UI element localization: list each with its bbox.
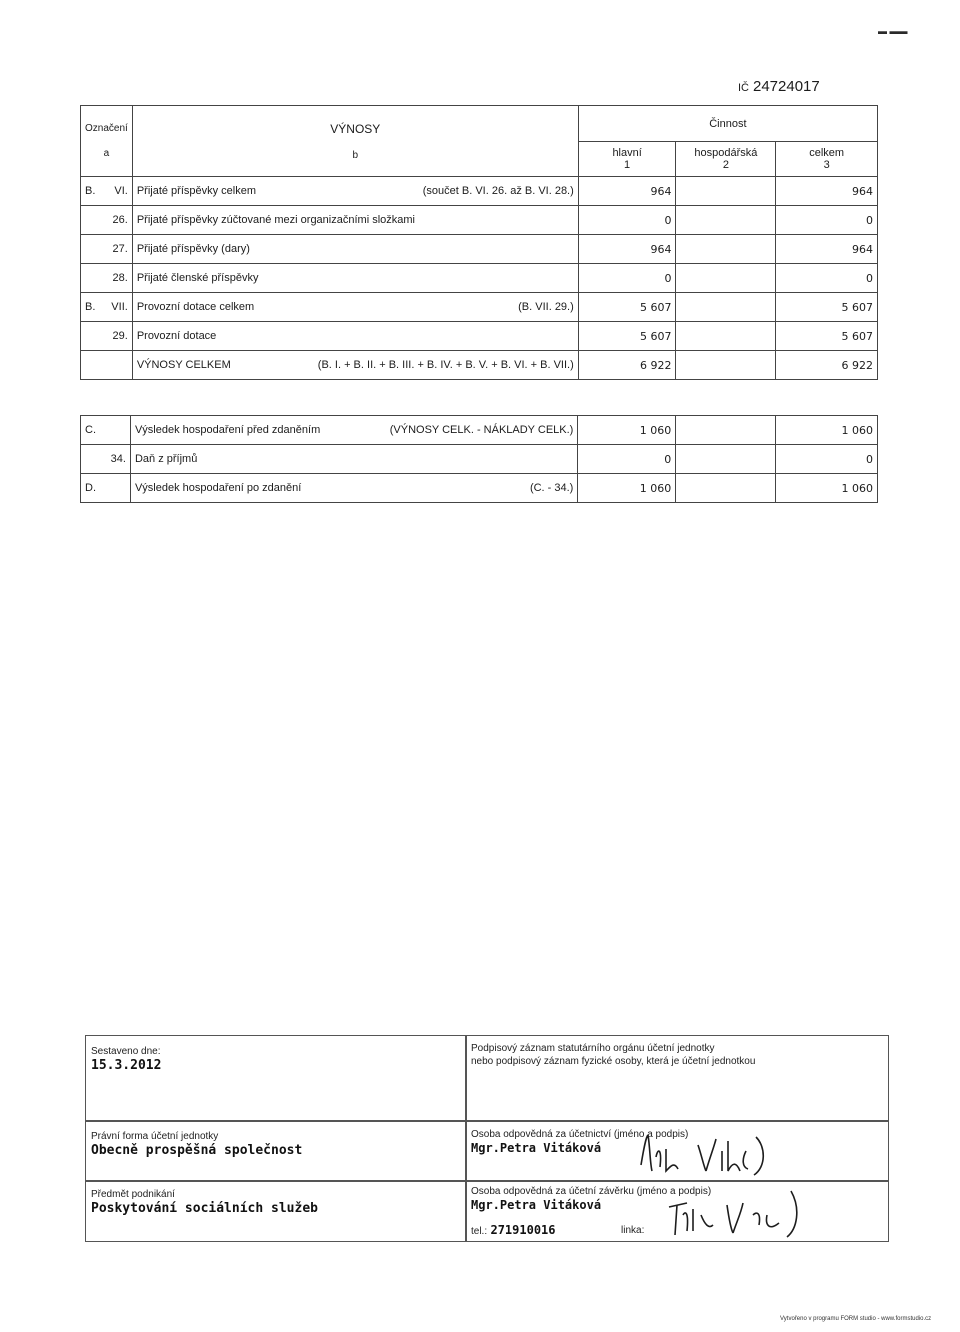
main-value: 0 <box>578 445 676 474</box>
econ-value <box>676 416 776 445</box>
econ-value <box>676 474 776 503</box>
row-name: Daň z příjmů <box>130 445 577 474</box>
table-row <box>81 177 878 206</box>
signature-1 <box>636 1127 816 1179</box>
total-value: 1 060 <box>776 474 878 503</box>
row-code: 28. <box>81 264 133 293</box>
row-code: 29. <box>81 322 133 351</box>
signature-text-1: Podpisový záznam statutárního orgánu účetní jednotky <box>471 1043 715 1054</box>
total-value: 0 <box>776 445 878 474</box>
econ-value <box>676 445 776 474</box>
person2-box <box>465 1180 889 1242</box>
total-value: 964 <box>776 235 878 264</box>
row-name: Přijaté příspěvky zúčtované mezi organizačními složkami <box>132 206 578 235</box>
signature-2 <box>661 1185 841 1239</box>
econ-value <box>676 206 776 235</box>
legal-form-box <box>85 1120 467 1182</box>
econ-value <box>676 264 776 293</box>
total-header: celkem 3 <box>776 142 878 177</box>
table-row <box>81 445 878 474</box>
business-box <box>85 1180 467 1242</box>
person1-box <box>465 1120 889 1182</box>
total-value: 5 607 <box>776 322 878 351</box>
main-header: hlavní 1 <box>578 142 676 177</box>
main-value: 1 060 <box>578 416 676 445</box>
tel-value: 271910016 <box>490 1223 556 1237</box>
table-row <box>81 416 878 445</box>
legal-form-value: Obecně prospěšná společnost <box>91 1143 303 1158</box>
main-value: 5 607 <box>578 293 676 322</box>
col-b-header: VÝNOSY b <box>132 106 578 177</box>
person2-label: Osoba odpovědná za účetní závěrku (jméno a podpis) <box>471 1186 712 1197</box>
linka-label: linka: <box>621 1225 645 1236</box>
business-value: Poskytování sociálních služeb <box>91 1201 318 1216</box>
total-value: 0 <box>776 206 878 235</box>
compiled-box <box>85 1035 467 1122</box>
main-value: 0 <box>578 264 676 293</box>
total-value: 5 607 <box>776 293 878 322</box>
table-row <box>81 322 878 351</box>
compiled-label: Sestaveno dne: <box>91 1046 161 1057</box>
row-code: B. VI. <box>81 177 133 206</box>
signature-text-2: nebo podpisový záznam fyzické osoby, která je účetní jednotkou <box>471 1056 756 1067</box>
compiled-date: 15.3.2012 <box>91 1058 162 1073</box>
revenue-table <box>80 105 878 380</box>
person1-value: Mgr.Petra Vitáková <box>471 1141 602 1155</box>
row-code: D. <box>81 474 131 503</box>
row-name: Přijaté příspěvky (dary) <box>132 235 578 264</box>
table-row <box>81 264 878 293</box>
phone-line <box>471 1223 556 1237</box>
row-name: Provozní dotace <box>132 322 578 351</box>
row-name: VÝNOSY CELKEM (B. I. + B. II. + B. III. + B. IV. + B. V. + B. VI. + B. VII.) <box>132 351 578 380</box>
row-code: C. <box>81 416 131 445</box>
econ-value <box>676 322 776 351</box>
ic-header <box>738 78 820 95</box>
tel-label: tel.: <box>471 1226 488 1237</box>
col-a-header: Označení a <box>81 106 133 177</box>
total-value: 6 922 <box>776 351 878 380</box>
table-row <box>81 474 878 503</box>
scan-mark: ▬ ▬▬ <box>878 26 908 36</box>
person1-label: Osoba odpovědná za účetnictví (jméno a podpis) <box>471 1129 689 1140</box>
row-name: Výsledek hospodaření po zdanění (C. - 34.) <box>130 474 577 503</box>
result-table <box>80 415 878 503</box>
row-name: Výsledek hospodaření před zdaněním (VÝNOSY CELK. - NÁKLADY CELK.) <box>130 416 577 445</box>
econ-value <box>676 293 776 322</box>
row-code: B. VII. <box>81 293 133 322</box>
row-code <box>81 351 133 380</box>
main-value: 964 <box>578 177 676 206</box>
row-code: 27. <box>81 235 133 264</box>
table-row <box>81 206 878 235</box>
main-value: 1 060 <box>578 474 676 503</box>
econ-value <box>676 177 776 206</box>
ic-label: IČ <box>738 82 749 94</box>
total-value: 0 <box>776 264 878 293</box>
person2-value: Mgr.Petra Vitáková <box>471 1198 602 1212</box>
econ-value <box>676 351 776 380</box>
business-label: Předmět podnikání <box>91 1189 175 1200</box>
row-name: Provozní dotace celkem (B. VII. 29.) <box>132 293 578 322</box>
econ-header: hospodářská 2 <box>676 142 776 177</box>
table-row <box>81 235 878 264</box>
footer-note: Vytvořeno v programu FORM studio - www.formstudio.cz <box>780 1316 932 1322</box>
activity-header: Činnost <box>578 106 877 142</box>
row-code: 34. <box>81 445 131 474</box>
econ-value <box>676 235 776 264</box>
main-value: 964 <box>578 235 676 264</box>
ic-value: 24724017 <box>753 78 820 95</box>
table-row <box>81 351 878 380</box>
row-code: 26. <box>81 206 133 235</box>
signature-box <box>465 1035 889 1122</box>
main-value: 5 607 <box>578 322 676 351</box>
main-value: 6 922 <box>578 351 676 380</box>
table-row <box>81 293 878 322</box>
total-value: 1 060 <box>776 416 878 445</box>
total-value: 964 <box>776 177 878 206</box>
row-name: Přijaté příspěvky celkem (součet B. VI. 26. až B. VI. 28.) <box>132 177 578 206</box>
row-name: Přijaté členské příspěvky <box>132 264 578 293</box>
main-value: 0 <box>578 206 676 235</box>
legal-form-label: Právní forma účetní jednotky <box>91 1131 219 1142</box>
